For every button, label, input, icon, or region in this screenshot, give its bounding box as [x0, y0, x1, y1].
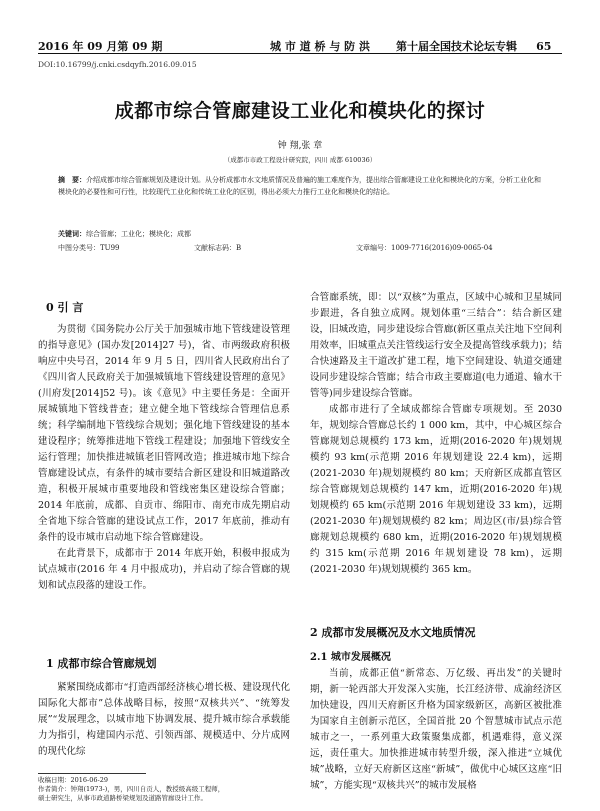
column-and-page — [396, 38, 551, 54]
keywords — [58, 229, 544, 239]
page-number: 65 — [536, 40, 552, 53]
section-1-heading: 1 成都市综合管廊规划 — [46, 657, 157, 670]
keywords-label: 关键词： — [58, 229, 86, 238]
article-number: 文章编号：1009-7716(2016)09-0065-04 — [356, 244, 493, 252]
issue-label: 2016 年 09 月第 09 期 — [38, 40, 163, 53]
sec1-paragraph-2: 合管廊系统，即：以“双核”为重点，区域中心城和卫星城同步跟进，各自独立成网。规划体重“三结合”：结合新区建设，旧城改造，同步建设综合管廊(新区重点关注地下空间利用效率，旧城重点关注管线运行安全及提高管线承载力)；结合快速路及主干道改扩建工程，地下空间建设、轨道交通建设同步建设综合管廊；结合市政主要廊道(电力通道、输水干管等)同步建设综合管廊。 — [310, 292, 562, 399]
abstract-text: 介绍成都市综合管廊规划及建设计划。从分析成都市水文地质情况及普遍的施工难度作为，提出综合管廊建设工业化和模块化的方案，分析工业化和模块化的必要性和可行性，比较现代工业化和传统工业化的区别，得出必须大力推行工业化和模块化的结论。 — [58, 176, 541, 196]
column-name: 第十届全国技术论坛专辑 — [396, 40, 517, 53]
sec1-paragraph-1: 紧紧围绕成都市“打造西部经济核心增长极、建设现代化国际化大都市”总体战略目标，按照“双核共兴”、“统筹发展”“发展理念，以城市地下协调发展、提升城市综合承载能力为指引，构建国内示范、引领西部、规模适中、分片成网的现代化综 — [38, 682, 290, 757]
intro-paragraph-1: 为贯彻《国务院办公厅关于加强城市地下管线建设管理的指导意见》(国办发[2014]27 号)，省、市两级政府积极响应中央号召，2014 年 9 月 5 日，四川省人民政府出台了《四川省人民政府关于加强城镇地下管线建设管理的意见》(川府发[2014]52 号)。该《意见》中主要任务是：全面开展城镇地下管线普查；建立健全地下管线综合管理信息系统；科学编制地下管线综合规划；强化地下管线建设的基本建设程序；统筹推进地下管线工程建设；加强地下管线安全运行管理；加快推进城镇老旧管网改造；推进城市地下综合管廊建设试点，有条件的城市要结合新区建设和旧城道路改造，积极开展城市重要地段和管线密集区建设综合管廊；2014 年底前，成都、自贡市、绵阳市、南充市成先期启动全省地下综合管廊的建设试点工作，2017 年底前，推动有条件的设市城市启动地下综合管廊建设。 — [38, 324, 290, 543]
authors: 钟 翔,张 章 — [277, 141, 323, 151]
doi: DOI:10.16799/j.cnki.csdqyfh.2016.09.015 — [38, 60, 197, 69]
keywords-text: 综合管廊；工业化；模块化；成都 — [86, 230, 191, 238]
footnote-divider — [38, 773, 146, 774]
author-bio-line-2: 硕士研究生，从事市政道路桥梁规划及道路管廊设计工作。 — [38, 794, 207, 802]
document-code: 文献标志码：B — [194, 244, 242, 252]
intro-paragraph-2: 在此背景下，成都市于 2014 年底开始，积极申报成为试点城市(2016 年 4 月中报成功)，并启动了综合管廊的规划和试点段落的建设工作。 — [38, 548, 290, 591]
journal-name: 城 市 道 桥 与 防 洪 — [270, 40, 370, 53]
author-bio-line-1: 作者简介：钟翔(1973-)，男，四川自贡人，教授级高级工程师， — [38, 785, 225, 793]
paper-title: 成都市综合管廊建设工业化和模块化的探讨 — [114, 100, 486, 122]
right-column-top — [310, 290, 562, 578]
left-column-sec1 — [38, 680, 290, 760]
running-header — [38, 38, 562, 52]
left-column-intro — [38, 322, 290, 594]
received-date: 收稿日期：2016-06-29 — [38, 776, 108, 784]
section-2-heading: 2 成都市发展概况及水文地质情况 — [310, 626, 476, 639]
sec21-paragraph-1: 当前，成都正值“新常态、万亿级、再出发”的关键时期，新一轮西部大开发深入实施，长江经济带、成渝经济区加快建设，四川天府新区升格为国家级新区，高新区被批准为国家自主创新示范区，全国首批 20 个智慧城市试点示范城市之一，一系列重大政策聚集成都，机遇难得，意义深远，责任重大。加快推进城市转型升级，深入推进“立城优城”战略，立好天府新区这座“新城”，做优中心城区这座“旧城”，方能实现“双核共兴”的城市发展格 — [310, 668, 562, 791]
abstract-label: 摘 要： — [58, 175, 86, 184]
abstract — [58, 174, 544, 198]
section-2-1-heading: 2.1 城市发展概况 — [310, 652, 391, 663]
footnote — [38, 776, 298, 811]
right-column-sec21 — [310, 666, 562, 794]
section-0-heading: 0 引 言 — [46, 301, 84, 314]
header-divider — [38, 53, 562, 54]
clc-number: 中图分类号：TU99 — [58, 244, 120, 252]
sec1-paragraph-3: 成都市进行了全域成都综合管廊专项规划。至 2030 年，规划综合管廊总长约 1 000 km，其中，中心城区综合管廊规划总规模约 173 km，近期(2016-2020 年)规划规模约 93 km(示范期 2016 年规划建设 22.4 km)，远期(2021-2030 年)规划规模约 80 km；天府新区成都直管区综合管廊规划总规模约 147 km，近期(2016-2020 年)规划规模约 65 km(示范期 2016 年规划建设 33 km)，远期(2021-2030 年)规划规模约 82 km；周边区(市/县)综合管廊规划总规模约 680 km，近期(2016-2020 年)规划规模约 315 km(示范期 2016 年规划建设 78 km)，远期(2021-2030 年)规划规模约 365 km。 — [310, 404, 562, 575]
affiliation: （成都市市政工程设计研究院，四川 成都 610036） — [223, 156, 377, 164]
